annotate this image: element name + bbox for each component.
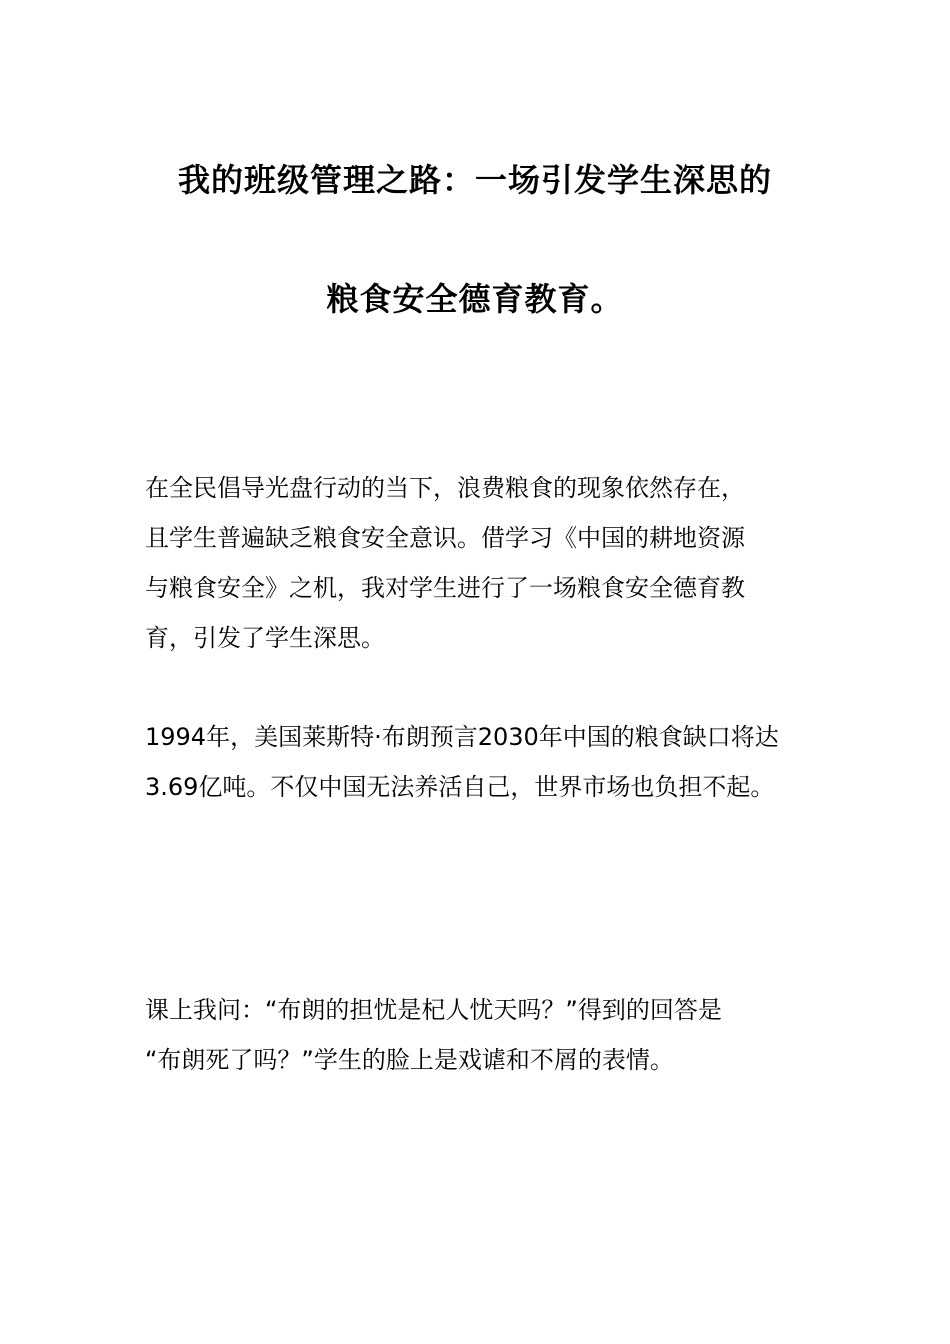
paragraph-line: 在全民倡导光盘行动的当下，浪费粮食的现象依然存在， <box>145 474 745 502</box>
document-title-line-2: 粮食安全德育教育。 <box>326 280 624 318</box>
paragraph-classroom-question <box>145 985 825 1085</box>
paragraph-line: 育，引发了学生深思。 <box>145 624 385 652</box>
paragraph-line: “布朗死了吗？”学生的脸上是戏谑和不屑的表情。 <box>145 1046 674 1074</box>
paragraph-intro <box>145 463 825 663</box>
paragraph-line: 3.69亿吨。不仅中国无法养活自己，世界市场也负担不起。 <box>145 773 775 801</box>
paragraph-line: 与粮食安全》之机，我对学生进行了一场粮食安全德育教 <box>145 574 745 602</box>
paragraph-line: 1994年，美国莱斯特·布朗预言2030年中国的粮食缺口将达 <box>145 723 779 751</box>
paragraph-brown-prediction <box>145 712 825 812</box>
paragraph-line: 课上我问：“布朗的担忧是杞人忧天吗？”得到的回答是 <box>145 996 722 1024</box>
paragraph-line: 且学生普遍缺乏粮食安全意识。借学习《中国的耕地资源 <box>145 524 745 552</box>
document-title-line-1: 我的班级管理之路：一场引发学生深思的 <box>177 161 772 199</box>
